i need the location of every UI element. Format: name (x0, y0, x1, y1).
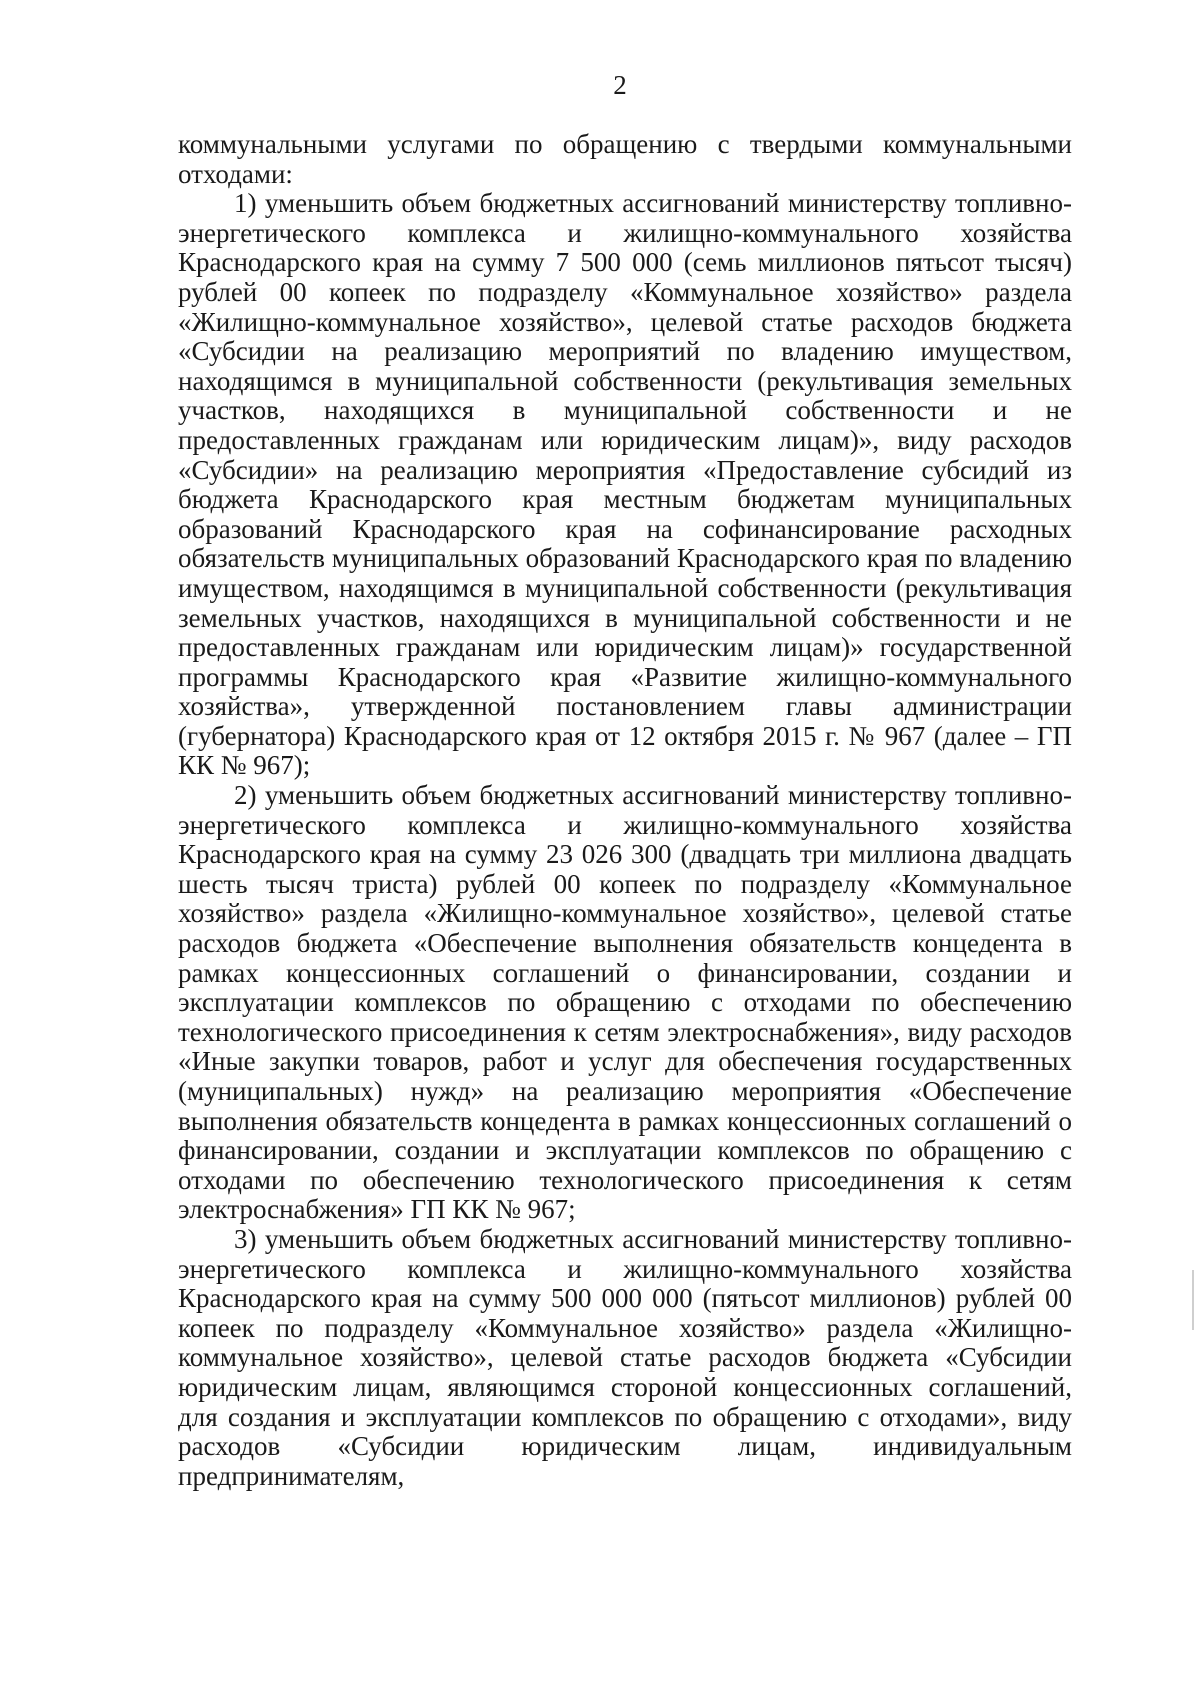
paragraph-item-2: 2) уменьшить объем бюджетных ассигнований министерству топливно-энергетического комплекса и жилищно-коммунального хозяйства Краснодарского края на сумму 23 026 300 (двадцать три миллиона двадцать шесть тысяч триста) рублей 00 копеек по подразделу «Коммунальное хозяйство» раздела «Жилищно-коммунальное хозяйство», целевой статье расходов бюджета «Обеспечение выполнения обязательств концедента в рамках концессионных соглашений о финансировании, создании и эксплуатации комплексов по обращению с отходами по обеспечению технологического присоединения к сетям электроснабжения», виду расходов «Иные закупки товаров, работ и услуг для обеспечения государственных (муниципальных) нужд» на реализацию мероприятия «Обеспечение выполнения обязательств концедента в рамках концессионных соглашений о финансировании, создании и эксплуатации комплексов по обращению с отходами по обеспечению технологического присоединения к сетям электроснабжения» ГП КК № 967; (178, 780, 1072, 1225)
paragraph-continuation: коммунальными услугами по обращению с твердыми коммунальными отходами: (178, 129, 1072, 189)
page-number: 2 (613, 70, 627, 100)
paragraph-item-3: 3) уменьшить объем бюджетных ассигнований министерству топливно-энергетического комплекса и жилищно-коммунального хозяйства Краснодарского края на сумму 500 000 000 (пятьсот миллионов) рублей 00 копеек по подразделу «Коммунальное хозяйство» раздела «Жилищно-коммунальное хозяйство», целевой статье расходов бюджета «Субсидии юридическим лицам, являющимся стороной концессионных соглашений, для создания и эксплуатации комплексов по обращению с отходами», виду расходов «Субсидии юридическим лицам, индивидуальным предпринимателям, (178, 1223, 1072, 1491)
paragraph-item-1: 1) уменьшить объем бюджетных ассигнований министерству топливно-энергетического комплекса и жилищно-коммунального хозяйства Краснодарского края на сумму 7 500 000 (семь миллионов пятьсот тысяч) рублей 00 копеек по подразделу «Коммунальное хозяйство» раздела «Жилищно-коммунальное хозяйство», целевой статье расходов бюджета «Субсидии на реализацию мероприятий по владению имуществом, находящимся в муниципальной собственности (рекультивация земельных участков, находящихся в муниципальной собственности и не предоставленных гражданам или юридическим лицам)», виду расходов «Субсидии» на реализацию мероприятия «Предоставление субсидий из бюджета Краснодарского края местным бюджетам муниципальных образований Краснодарского края на софинансирование расходных обязательств муниципальных образований Краснодарского края по владению имуществом, находящимся в муниципальной собственности (рекультивация земельных участков, находящихся в муниципальной собственности и не предоставленных гражданам или юридическим лицам)» государственной программы Краснодарского края «Развитие жилищно-коммунального хозяйства», утвержденной постановлением главы администрации (губернатора) Краснодарского края от 12 октября 2015 г. № 967 (далее – ГП КК № 967); (178, 188, 1072, 781)
document-body (178, 130, 1072, 1491)
scan-edge-mark (1192, 1270, 1194, 1330)
